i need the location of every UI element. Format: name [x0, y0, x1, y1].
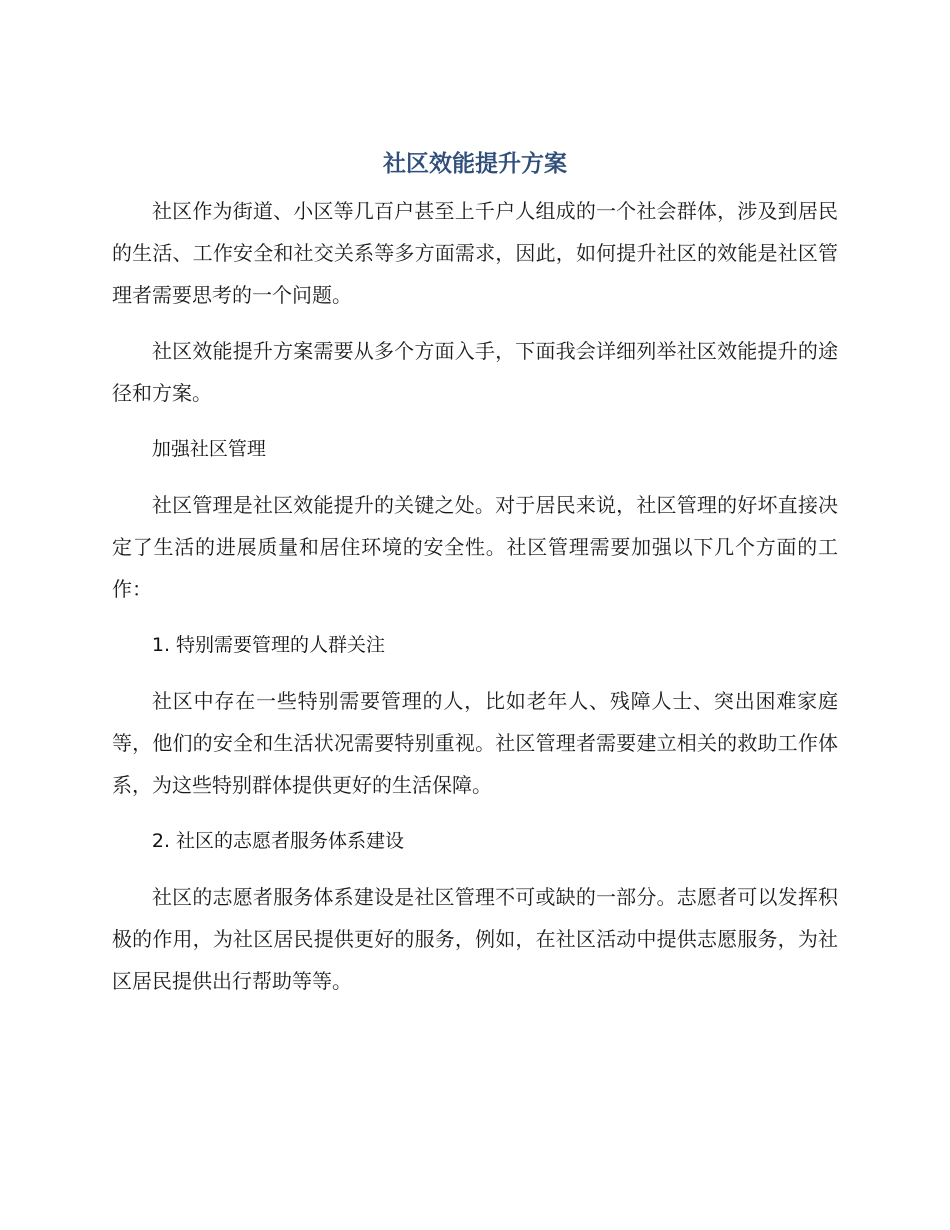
paragraph-special-groups: 社区中存在一些特别需要管理的人，比如老年人、残障人士、突出困难家庭等，他们的安全和生活状况需要特别重视。社区管理者需要建立相关的救助工作体系，为这些特别群体提供更好的生活保障。 [112, 689, 838, 797]
document-title: 社区效能提升方案 [383, 151, 567, 177]
intro-paragraph-2: 社区效能提升方案需要从多个方面入手，下面我会详细列举社区效能提升的途径和方案。 [112, 339, 838, 405]
subheading-special-groups: 1. 特别需要管理的人群关注 [151, 634, 386, 656]
intro-paragraph-1: 社区作为街道、小区等几百户甚至上千户人组成的一个社会群体，涉及到居民的生活、工作安全和社交关系等多方面需求，因此，如何提升社区的效能是社区管理者需要思考的一个问题。 [112, 199, 838, 307]
section-heading-management: 加强社区管理 [151, 438, 266, 460]
paragraph-volunteer-system: 社区的志愿者服务体系建设是社区管理不可或缺的一部分。志愿者可以发挥积极的作用，为社区居民提供更好的服务，例如，在社区活动中提供志愿服务，为社区居民提供出行帮助等等。 [112, 885, 838, 993]
section-paragraph-management: 社区管理是社区效能提升的关键之处。对于居民来说，社区管理的好坏直接决定了生活的进展质量和居住环境的安全性。社区管理需要加强以下几个方面的工作： [112, 493, 838, 601]
subheading-volunteer-system: 2. 社区的志愿者服务体系建设 [151, 830, 405, 852]
